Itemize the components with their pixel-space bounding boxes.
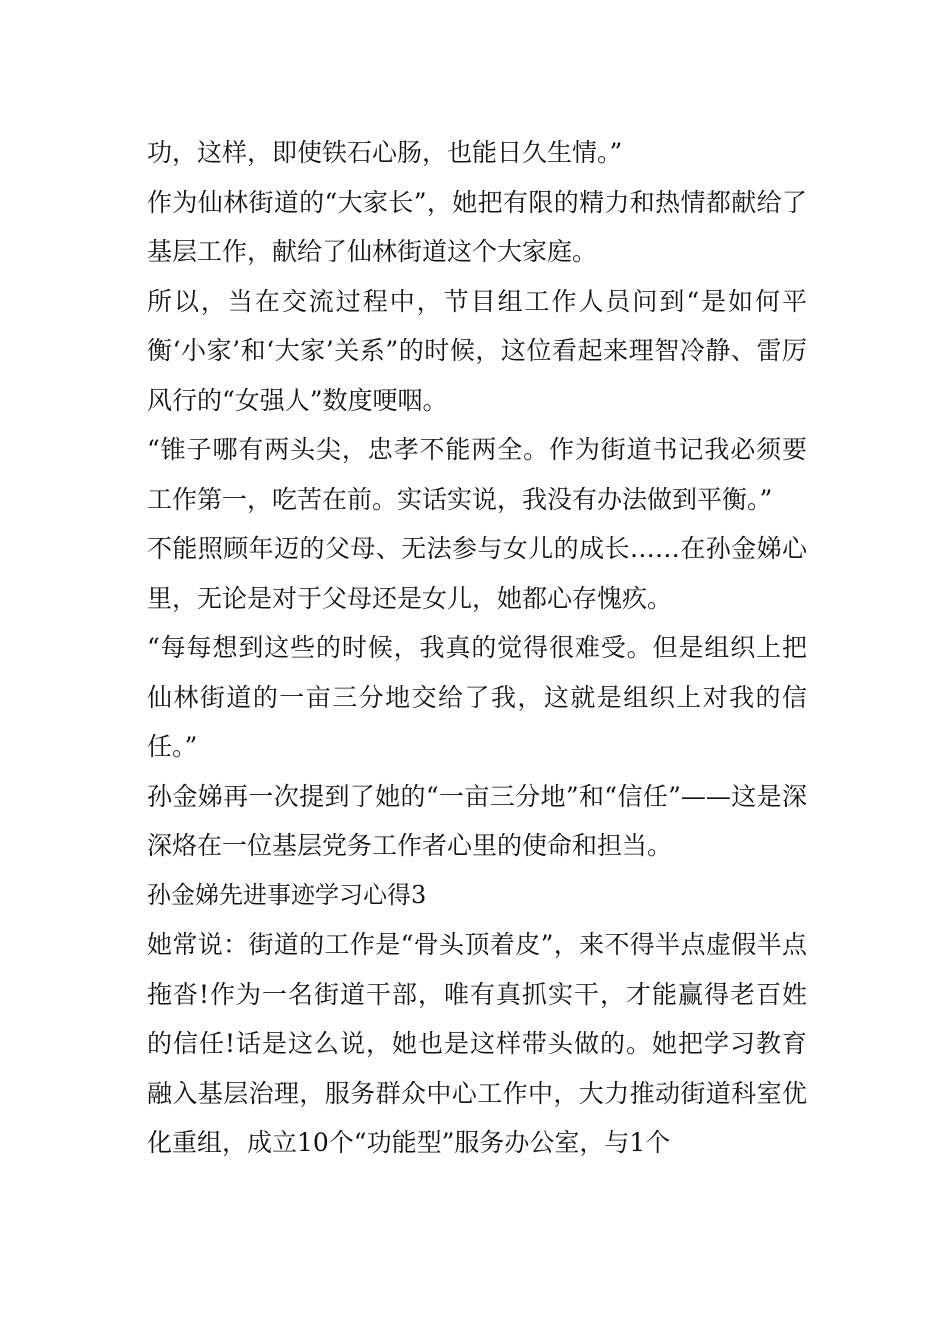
paragraph-7: 孙金娣再一次提到了她的“一亩三分地”和“信任”——这是深深烙在一位基层党务工作者心里的使命和担当。 — [147, 781, 808, 860]
paragraph-3: 所以，当在交流过程中，节目组工作人员问到“是如何平衡‘小家’和‘大家’关系”的时候，这位看起来理智冷静、雷厉风行的“女强人”数度哽咽。 — [147, 286, 807, 415]
paragraph-5: 不能照顾年迈的父母、无法参与女儿的成长……在孙金娣心里，无论是对于父母还是女儿，她都心存愧疚。 — [147, 534, 807, 613]
paragraph-4: “锥子哪有两头尖，忠孝不能两全。作为街道书记我必须要工作第一，吃苦在前。实话实说，我没有办法做到平衡。” — [147, 435, 807, 514]
paragraph-1: 功，这样，即使铁石心肠，也能日久生情。” — [147, 138, 623, 167]
paragraph-6: “每每想到这些的时候，我真的觉得很难受。但是组织上把仙林街道的一亩三分地交给了我，这就是组织上对我的信任。” — [147, 633, 807, 761]
paragraph-2: 作为仙林街道的“大家长”，她把有限的精力和热情都献给了基层工作，献给了仙林街道这个大家庭。 — [147, 187, 807, 266]
section-heading: 孙金娣先进事迹学习心得3 — [147, 880, 427, 909]
document-page — [147, 128, 807, 1168]
paragraph-8: 她常说：街道的工作是“骨头顶着皮”，来不得半点虚假半点拖沓!作为一名街道干部，唯有真抓实干，才能赢得老百姓的信任!话是这么说，她也是这样带头做的。她把学习教育融入基层治理，服务群众中心工作中，大力推动街道科室优化重组，成立10个“功能型”服务办公室，与1个 — [147, 930, 807, 1157]
